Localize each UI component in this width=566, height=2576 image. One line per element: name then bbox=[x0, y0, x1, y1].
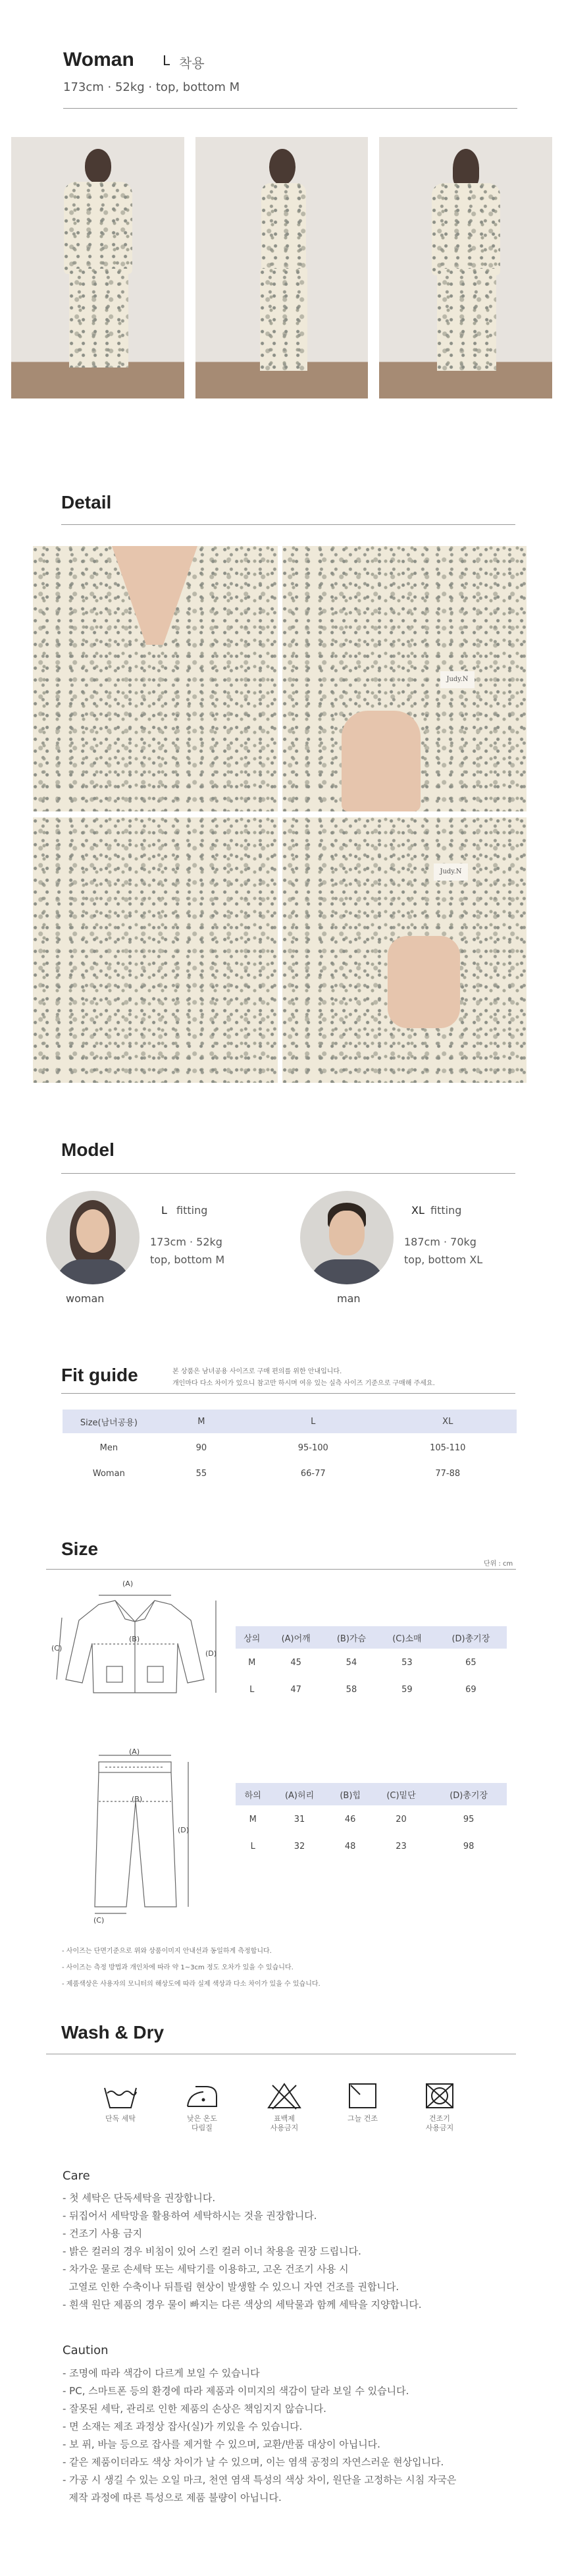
man-stats: 187cm · 70kg bbox=[404, 1236, 476, 1248]
table-cell: 105-110 bbox=[430, 1442, 466, 1453]
model-divider bbox=[61, 1173, 515, 1174]
table-cell: L bbox=[249, 1684, 255, 1695]
table-row bbox=[236, 1676, 507, 1703]
neck-skin bbox=[112, 546, 197, 645]
woman-size: L bbox=[161, 1204, 167, 1217]
model-head bbox=[85, 149, 111, 183]
detail-photo-collar bbox=[33, 546, 278, 811]
table-cell: 53 bbox=[401, 1657, 413, 1668]
table-cell: 65 bbox=[465, 1657, 476, 1668]
table-cell: 66-77 bbox=[300, 1468, 326, 1479]
photo-side bbox=[195, 137, 368, 398]
bottom-label-b: (B) bbox=[132, 1795, 143, 1803]
table-cell: 55 bbox=[195, 1468, 207, 1479]
bottom-size-table bbox=[236, 1783, 507, 1859]
model-top bbox=[261, 183, 306, 275]
table-cell: 77-88 bbox=[435, 1468, 461, 1479]
woman-fit: top, bottom M bbox=[150, 1253, 225, 1266]
table-cell: 23 bbox=[396, 1841, 407, 1851]
care-item: 고열로 인한 수축이나 뒤틀림 현상이 발생할 수 있으니 자연 건조를 권합니다. bbox=[63, 2281, 399, 2293]
table-cell: 58 bbox=[346, 1684, 357, 1695]
model-bottom bbox=[437, 269, 496, 371]
detail-divider bbox=[61, 524, 515, 525]
care-item: - 흰색 원단 제품의 경우 물이 빠지는 다른 색상의 세탁물과 함께 세탁을 지양합니다. bbox=[63, 2299, 422, 2311]
top-label-d: (D) bbox=[205, 1649, 217, 1658]
fit-guide-note-2: 개인마다 다소 차이가 있으니 참고만 하시며 여유 있는 실측 사이즈 기준으로 구매해 주세요. bbox=[172, 1380, 435, 1387]
bottom-header-cell: (C)밑단 bbox=[386, 1790, 416, 1801]
size-note-1: - 사이즈는 단면기준으로 위와 상품이미지 안내선과 동일하게 측정합니다. bbox=[62, 1948, 272, 1955]
fit-header-cell: Size(남녀공용) bbox=[80, 1417, 138, 1428]
care-item: - 건조기 사용 금지 bbox=[63, 2228, 143, 2239]
line-dry-icon bbox=[344, 2081, 381, 2110]
wash-icon-label bbox=[417, 2114, 463, 2133]
fit-header-cell: L bbox=[311, 1416, 316, 1427]
hand bbox=[388, 936, 460, 1028]
woman-caption: woman bbox=[66, 1292, 105, 1305]
avatar-woman bbox=[46, 1191, 140, 1284]
table-row bbox=[236, 1833, 507, 1859]
model-head bbox=[453, 149, 479, 188]
wash-icon-label bbox=[179, 2114, 225, 2133]
table-cell: 46 bbox=[344, 1814, 356, 1824]
fit-guide-table bbox=[63, 1410, 517, 1485]
care-item: - 뒤집어서 세탁망을 활용하여 세탁하시는 것을 권장합니다. bbox=[63, 2210, 317, 2222]
hand bbox=[342, 711, 421, 811]
woman-stats: 173cm · 52kg bbox=[150, 1236, 222, 1248]
dryer-label-1: 건조기 bbox=[429, 2114, 450, 2123]
table-cell: 48 bbox=[344, 1841, 356, 1851]
table-cell: 45 bbox=[290, 1657, 301, 1668]
top-header-cell: (C)소매 bbox=[392, 1633, 422, 1644]
table-cell: 95 bbox=[463, 1814, 475, 1824]
bottom-diagram bbox=[79, 1749, 211, 1920]
table-cell: 90 bbox=[195, 1442, 207, 1453]
iron-icon bbox=[184, 2081, 220, 2110]
detail-photo-pocket bbox=[282, 817, 527, 1083]
brand-label: Judy.N bbox=[434, 863, 468, 881]
bleach-label-2: 사용금지 bbox=[270, 2124, 299, 2132]
table-cell: 69 bbox=[465, 1684, 476, 1695]
table-cell: Woman bbox=[92, 1468, 125, 1479]
size-note-3: - 제품색상은 사용자의 모니터의 해상도에 따라 실제 색상과 다소 차이가 있을 수 있습니다. bbox=[62, 1981, 321, 1988]
top-header-row bbox=[236, 1626, 507, 1649]
top-label-b: (B) bbox=[129, 1635, 140, 1643]
top-header-cell: (D)총기장 bbox=[451, 1633, 490, 1644]
table-cell: 95-100 bbox=[297, 1442, 328, 1453]
size-divider bbox=[46, 1569, 516, 1570]
model-spec: 173cm · 52kg · top, bottom M bbox=[63, 80, 240, 94]
bottom-header-cell: (B)힙 bbox=[340, 1790, 361, 1801]
man-fitting: fitting bbox=[430, 1204, 462, 1217]
bottom-header-cell: 하의 bbox=[244, 1790, 261, 1801]
avatar-man bbox=[300, 1191, 394, 1284]
caution-item: - 같은 제품이더라도 색상 차이가 날 수 있으며, 이는 염색 공정의 자연스러운 현상입니다. bbox=[63, 2456, 444, 2468]
table-cell: M bbox=[249, 1814, 257, 1824]
model-bottom bbox=[69, 269, 128, 368]
bottom-label-a: (A) bbox=[129, 1747, 140, 1756]
fit-guide-title: Fit guide bbox=[61, 1365, 138, 1385]
bottom-label-d: (D) bbox=[178, 1826, 190, 1834]
care-item: - 첫 세탁은 단독세탁을 권장합니다. bbox=[63, 2192, 216, 2204]
wash-icon-label: 단독 세탁 bbox=[105, 2114, 136, 2123]
fit-guide-header-row bbox=[63, 1410, 517, 1433]
dryer-label-2: 사용금지 bbox=[425, 2124, 454, 2132]
table-cell: L bbox=[250, 1841, 255, 1851]
man-caption: man bbox=[337, 1292, 361, 1305]
model-top bbox=[432, 183, 500, 275]
caution-list bbox=[63, 2365, 536, 2507]
bottom-label-c: (C) bbox=[93, 1916, 105, 1925]
hand-wash-icon bbox=[102, 2081, 139, 2110]
header-divider bbox=[63, 108, 517, 109]
top-label-a: (A) bbox=[122, 1579, 134, 1588]
size-unit: 단위 : cm bbox=[484, 1560, 513, 1568]
iron-label-1: 낮은 온도 bbox=[186, 2114, 217, 2123]
table-cell: 98 bbox=[463, 1841, 475, 1851]
table-cell: 47 bbox=[290, 1684, 301, 1695]
woman-fitting: fitting bbox=[176, 1204, 208, 1217]
caution-item: - 보 퓌, 바늘 등으로 잡사를 제거할 수 있으며, 교환/반품 대상이 아닙니다. bbox=[63, 2438, 380, 2450]
table-cell: 32 bbox=[294, 1841, 305, 1851]
wash-icon-label: 그늘 건조 bbox=[347, 2114, 378, 2123]
table-cell: 31 bbox=[294, 1814, 305, 1824]
fit-header-cell: XL bbox=[442, 1416, 453, 1427]
no-bleach-icon bbox=[266, 2081, 303, 2110]
size-note-2: - 사이즈는 측정 방법과 개인차에 따라 약 1~3cm 정도 오차가 있을 수 있습니다. bbox=[62, 1964, 294, 1971]
wash-icon-label bbox=[261, 2114, 307, 2133]
model-title: Model bbox=[61, 1139, 115, 1160]
man-fit: top, bottom XL bbox=[404, 1253, 483, 1266]
iron-label-2: 다림질 bbox=[192, 2124, 213, 2132]
caution-item: - 잘못된 세탁, 관리로 인한 제품의 손상은 책임지지 않습니다. bbox=[63, 2403, 326, 2415]
top-label-c: (C) bbox=[51, 1644, 63, 1653]
table-row bbox=[236, 1649, 507, 1676]
caution-title: Caution bbox=[63, 2343, 109, 2357]
bottom-header-row bbox=[236, 1783, 507, 1805]
wash-icon-item bbox=[417, 2081, 463, 2133]
table-cell: Men bbox=[99, 1442, 118, 1453]
bottom-header-cell: (D)총기장 bbox=[450, 1790, 488, 1801]
size-note: 착용 bbox=[179, 55, 205, 71]
man-size: XL bbox=[411, 1204, 424, 1217]
top-header-cell: (B)가슴 bbox=[336, 1633, 367, 1644]
table-cell: 59 bbox=[401, 1684, 413, 1695]
caution-item: - 가공 시 생길 수 있는 오일 마크, 천연 염색 특성의 색상 차이, 원단을 고정하는 시침 자국은 bbox=[63, 2474, 457, 2486]
bleach-label-1: 표백제 bbox=[274, 2114, 295, 2123]
care-list bbox=[63, 2189, 523, 2314]
top-size-table bbox=[236, 1626, 507, 1703]
top-diagram bbox=[53, 1581, 224, 1713]
photo-back bbox=[379, 137, 552, 398]
caution-item: 제작 과정에 따른 특성으로 제품 불량이 아닙니다. bbox=[63, 2492, 282, 2504]
wash-icon-item bbox=[261, 2081, 307, 2133]
size-tag: L bbox=[163, 53, 170, 69]
wash-icon-item bbox=[179, 2081, 225, 2133]
caution-item: - 면 소재는 제조 과정상 잡사(실)가 끼있을 수 있습니다. bbox=[63, 2421, 303, 2432]
model-top bbox=[64, 182, 132, 274]
wash-icon-item bbox=[340, 2081, 386, 2124]
table-cell: 54 bbox=[346, 1657, 357, 1668]
fit-header-cell: M bbox=[197, 1416, 205, 1427]
caution-item: - 조명에 따라 색감이 다르게 보일 수 있습니다 bbox=[63, 2367, 260, 2379]
page-title: Woman bbox=[63, 49, 134, 70]
fit-guide-note-1: 본 상품은 남녀공용 사이즈로 구매 편의를 위한 안내입니다. bbox=[172, 1368, 342, 1375]
model-head bbox=[269, 149, 296, 185]
bottom-header-cell: (A)허리 bbox=[284, 1790, 315, 1801]
photo-front bbox=[11, 137, 184, 398]
size-title: Size bbox=[61, 1539, 99, 1559]
care-item: - 차가운 물로 손세탁 또는 세탁기를 이용하고, 고온 건조기 사용 시 bbox=[63, 2263, 349, 2275]
table-row bbox=[236, 1805, 507, 1833]
no-tumble-dry-icon bbox=[421, 2081, 458, 2110]
detail-photo-front bbox=[33, 817, 278, 1083]
detail-photo-sleeve bbox=[282, 546, 527, 811]
care-title: Care bbox=[63, 2169, 90, 2183]
wash-title: Wash & Dry bbox=[61, 2022, 165, 2042]
detail-title: Detail bbox=[61, 492, 112, 512]
caution-item: - PC, 스마트폰 등의 환경에 따라 제품과 이미지의 색감이 달라 보일 수 있습니다. bbox=[63, 2385, 409, 2397]
wash-icon-item bbox=[97, 2081, 143, 2124]
table-row bbox=[63, 1433, 517, 1462]
model-bottom bbox=[260, 269, 307, 371]
table-row bbox=[63, 1462, 517, 1485]
care-item: - 밝은 컬러의 경우 비침이 있어 스킨 컬러 이너 착용을 권장 드립니다. bbox=[63, 2245, 361, 2257]
table-cell: 20 bbox=[396, 1814, 407, 1824]
fit-guide-divider bbox=[61, 1393, 515, 1394]
top-header-cell: (A)어깨 bbox=[281, 1633, 311, 1644]
brand-label: Judy.N bbox=[440, 671, 475, 688]
table-cell: M bbox=[248, 1657, 256, 1668]
top-header-cell: 상의 bbox=[244, 1633, 261, 1644]
